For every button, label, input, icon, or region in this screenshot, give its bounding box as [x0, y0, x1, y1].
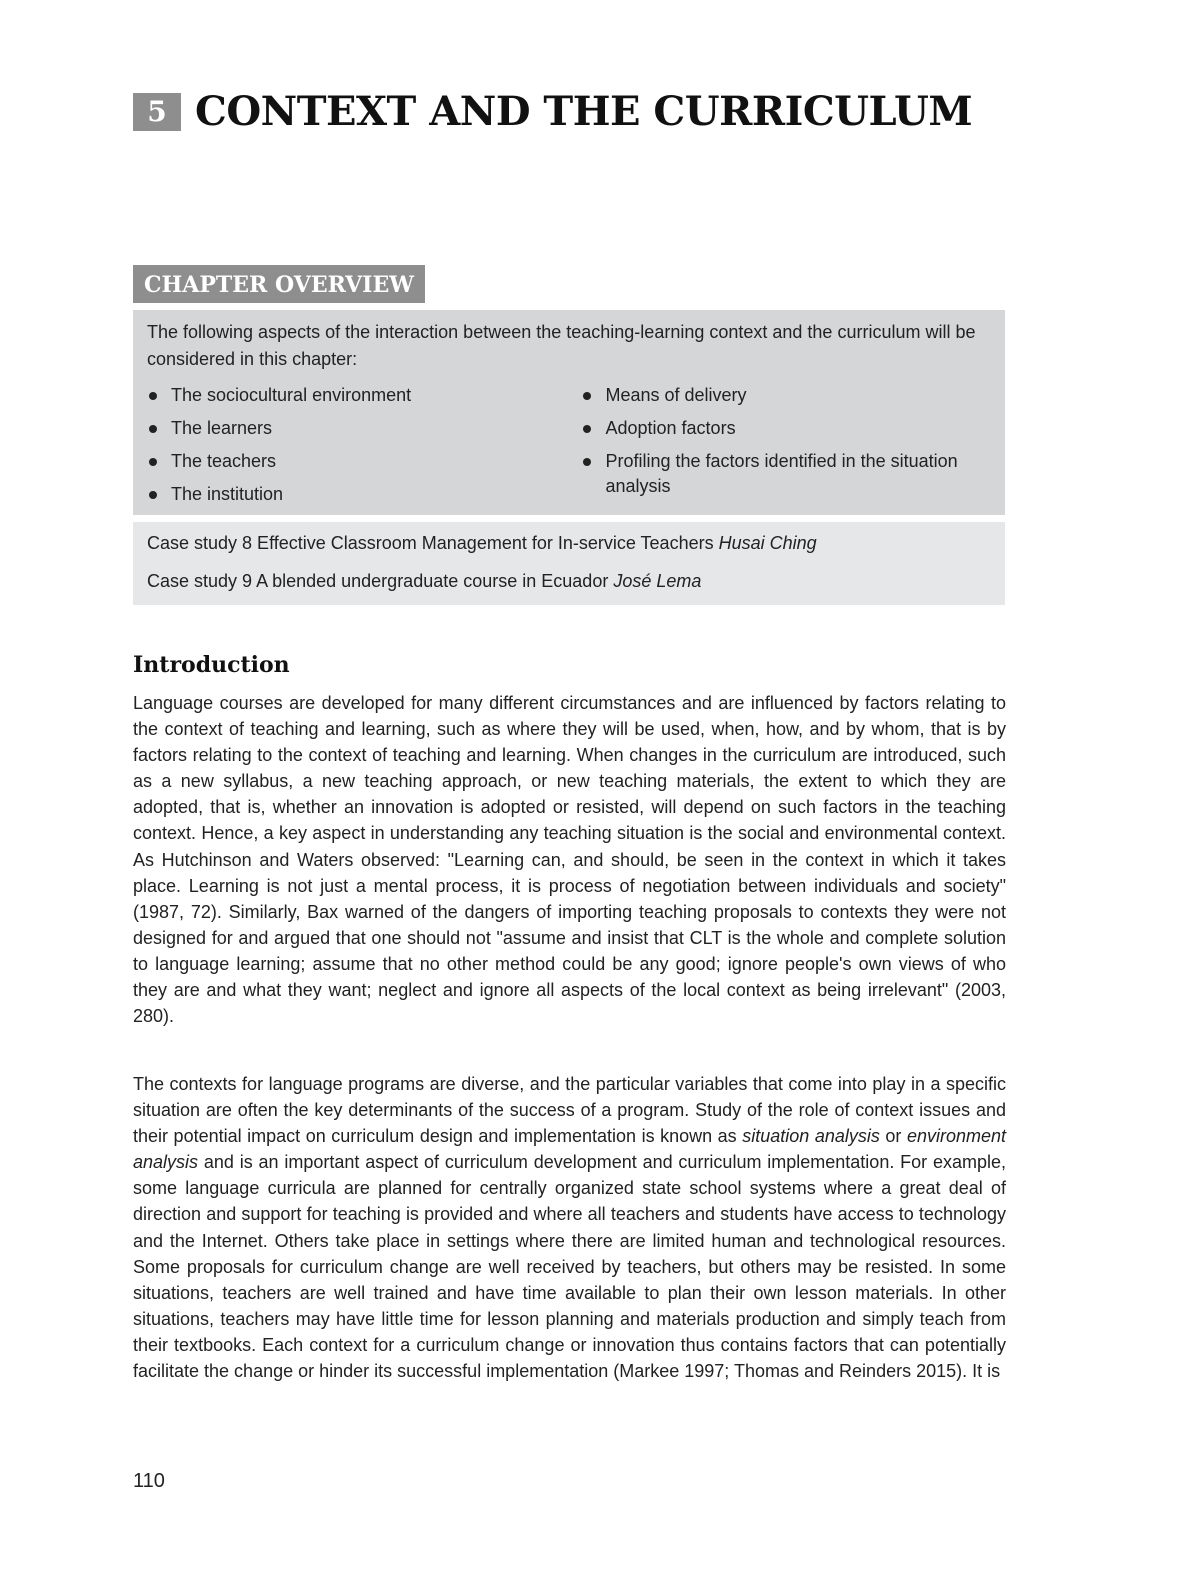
- overview-topic-list-left: [147, 383, 581, 515]
- overview-topic-columns: [147, 383, 991, 515]
- overview-topic-list-right: [581, 383, 991, 515]
- overview-topic-item: Means of delivery: [581, 383, 991, 408]
- chapter-header: [133, 88, 972, 135]
- overview-topic-item: The learners: [147, 416, 581, 441]
- case-studies-box: [133, 522, 1005, 605]
- overview-topic-item: The sociocultural environment: [147, 383, 581, 408]
- overview-topic-item: Adoption factors: [581, 416, 991, 441]
- body-paragraph-1: [133, 690, 1006, 1029]
- overview-topic-item: The institution: [147, 482, 581, 507]
- paragraph-text: Language courses are developed for many different circumstances and are influenced by factors relating to the context of teaching and learning, such as where they will be used, when, how, and by whom, that is by factors relating to the context of teaching and learning. When changes in the curriculum are introduced, such as a new syllabus, a new teaching approach, or new teaching materials, the extent to which they are adopted, that is, whether an innovation is adopted or resisted, will depend on such factors in the teaching context. Hence, a key aspect in understanding any teaching situation is the social and environmental context. As Hutchinson and Waters observed: "Learning can, and should, be seen in the context in which it takes place. Learning is not just a mental process, it is process of negotiation between individuals and society" (1987, 72). Similarly, Bax warned of the dangers of importing teaching proposals to contexts they were not designed for and argued that one should not "assume and insist that CLT is the whole and complete solution to language learning; assume that no other method could be any good; ignore people's own views of who they are and what they want; neglect and ignore all aspects of the local context as being irrelevant" (2003, 280).: [133, 693, 1006, 1027]
- body-paragraph-2: [133, 1071, 1006, 1384]
- section-heading-introduction: Introduction: [133, 652, 290, 678]
- chapter-title: CONTEXT AND THE CURRICULUM: [195, 88, 973, 135]
- paragraph-segment: The contexts for language programs are diverse, and the particular variables that come into play in a specific situation are often the key determinants of the success of a program. Study of the role of context issues and their potential impact on curriculum design and implementation is known as: [133, 1074, 1006, 1147]
- overview-topic-item: The teachers: [147, 449, 581, 474]
- chapter-number-badge: 5: [133, 93, 181, 131]
- overview-topic-item: Profiling the factors identified in the situation analysis: [581, 449, 991, 499]
- case-study-line: [147, 569, 991, 594]
- paragraph-segment: or: [879, 1126, 907, 1147]
- italic-term: environment analysis: [133, 1126, 1007, 1173]
- paragraph-text: [133, 1071, 1006, 1384]
- case-study-title: Case study 9 A blended undergraduate course in Ecuador: [147, 571, 614, 591]
- chapter-overview-box: [133, 310, 1005, 515]
- italic-term: situation analysis: [742, 1126, 880, 1147]
- case-study-line: [147, 531, 991, 556]
- case-study-author: Husai Ching: [718, 533, 817, 553]
- case-study-author: José Lema: [613, 571, 702, 591]
- case-study-title: Case study 8 Effective Classroom Management for In-service Teachers: [147, 533, 719, 553]
- paragraph-segment: and is an important aspect of curriculum development and curriculum implementation. For example, some language curricula are planned for centrally organized state school systems where a great deal of direction and support for teaching is provided and where all teachers and students have access to technology and the Internet. Others take place in settings where there are limited human and technological resources. Some proposals for curriculum change are well received by teachers, but others may be resisted. In some situations, teachers are well trained and have time available to plan their own lesson materials. In other situations, teachers may have little time for lesson planning and materials production and simply teach from their textbooks. Each context for a curriculum change or innovation thus contains factors that can potentially facilitate the change or hinder its successful implementation (Markee 1997; Thomas and Reinders 2015). It is: [133, 1152, 1006, 1382]
- overview-intro: The following aspects of the interaction between the teaching-learning context and the curriculum will be considered in this chapter:: [147, 322, 976, 369]
- chapter-overview-heading: CHAPTER OVERVIEW: [133, 265, 425, 303]
- page-number: 110: [133, 1470, 165, 1492]
